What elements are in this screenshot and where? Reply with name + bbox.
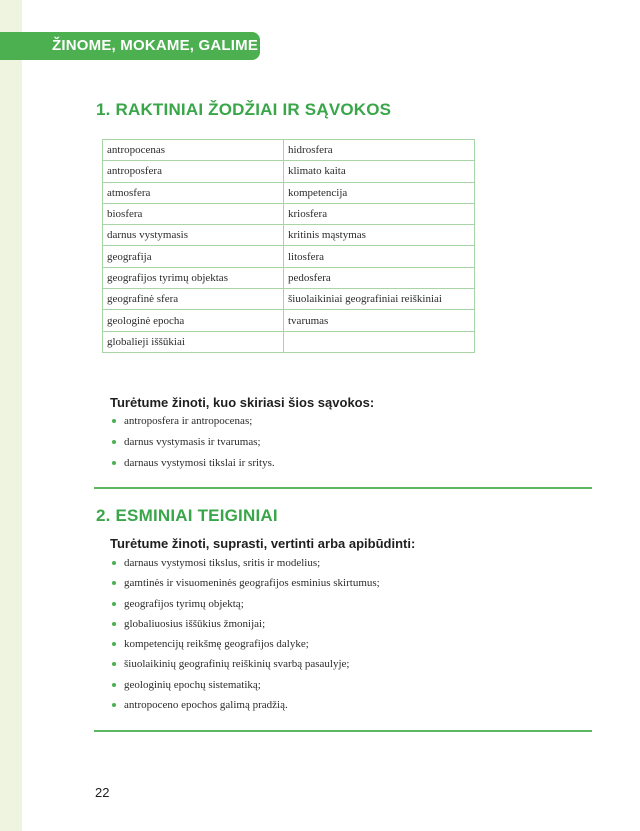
table-row [103,289,475,310]
table-row [103,310,475,331]
table-cell: kritinis mąstymas [284,225,475,246]
table-cell: globalieji iššūkiai [103,331,284,352]
table-cell: antropocenas [103,140,284,161]
list-item [110,573,380,593]
bullet-dot-icon [112,561,116,565]
table-cell: hidrosfera [284,140,475,161]
bullet-dot-icon [112,703,116,707]
section-2-title: 2. ESMINIAI TEIGINIAI [96,506,278,525]
bullet-dot-icon [112,622,116,626]
table-row [103,161,475,182]
list-item-text: šiuolaikinių geografinių reiškinių svarbą pasaulyje; [124,658,350,671]
table-cell: geologinė epocha [103,310,284,331]
table-row [103,331,475,352]
list-item [110,453,275,474]
list-item-text: antroposfera ir antropocenas; [124,415,253,427]
chapter-header-tab: ŽINOME, MOKAME, GALIME [0,32,260,60]
section-divider [94,487,592,489]
list-item-text: antropoceno epochos galimą pradžią. [124,699,288,712]
table-cell: atmosfera [103,182,284,203]
section-divider [94,730,592,732]
table-cell: darnus vystymasis [103,225,284,246]
table-cell: biosfera [103,203,284,224]
bullet-dot-icon [112,461,116,465]
table-row [103,182,475,203]
bullet-dot-icon [112,662,116,666]
table-cell: kriosfera [284,203,475,224]
keywords-table [102,139,475,353]
list-item [110,675,380,695]
bullet-dot-icon [112,642,116,646]
table-row [103,140,475,161]
table-cell: geografijos tyrimų objektas [103,267,284,288]
bullet-dot-icon [112,683,116,687]
list-item [110,594,380,614]
list-item [110,614,380,634]
table-cell: antroposfera [103,161,284,182]
table-cell: geografija [103,246,284,267]
section-2-bullet-list [110,553,380,715]
list-item-text: darnaus vystymosi tikslus, sritis ir modelius; [124,557,321,569]
left-margin-strip [0,0,22,831]
table-row [103,246,475,267]
list-item-text: geologinių epochų sistematiką; [124,678,261,691]
table-cell: geografinė sfera [103,289,284,310]
page-number: 22 [95,785,110,800]
table-cell: kompetencija [284,182,475,203]
section-1-title: 1. RAKTINIAI ŽODŽIAI IR SĄVOKOS [96,100,392,119]
list-item-text: kompetencijų reikšmę geografijos dalyke; [124,638,309,651]
bullet-dot-icon [112,602,116,606]
table-cell: litosfera [284,246,475,267]
table-cell: šiuolaikiniai geografiniai reiškiniai [284,289,475,310]
list-item [110,411,275,432]
table-cell: pedosfera [284,267,475,288]
list-item [110,553,380,573]
table-row [103,267,475,288]
list-item [110,654,380,674]
section-2-subheading: Turėtume žinoti, suprasti, vertinti arba apibūdinti: [110,536,416,551]
list-item-text: darnus vystymasis ir tvarumas; [124,436,261,448]
table-cell: tvarumas [284,310,475,331]
section-1-bullet-list [110,411,275,474]
section-1-subheading: Turėtume žinoti, kuo skiriasi šios sąvokos: [110,395,375,410]
bullet-dot-icon [112,581,116,585]
table-row [103,203,475,224]
table-cell: klimato kaita [284,161,475,182]
list-item [110,432,275,453]
list-item-text: darnaus vystymosi tikslai ir sritys. [124,457,275,469]
list-item [110,634,380,654]
bullet-dot-icon [112,419,116,423]
bullet-dot-icon [112,440,116,444]
list-item-text: geografijos tyrimų objektą; [124,597,244,610]
list-item-text: gamtinės ir visuomeninės geografijos esminius skirtumus; [124,577,380,590]
table-row [103,225,475,246]
list-item-text: globaliuosius iššūkius žmonijai; [124,617,266,630]
table-cell [284,331,475,352]
list-item [110,695,380,715]
